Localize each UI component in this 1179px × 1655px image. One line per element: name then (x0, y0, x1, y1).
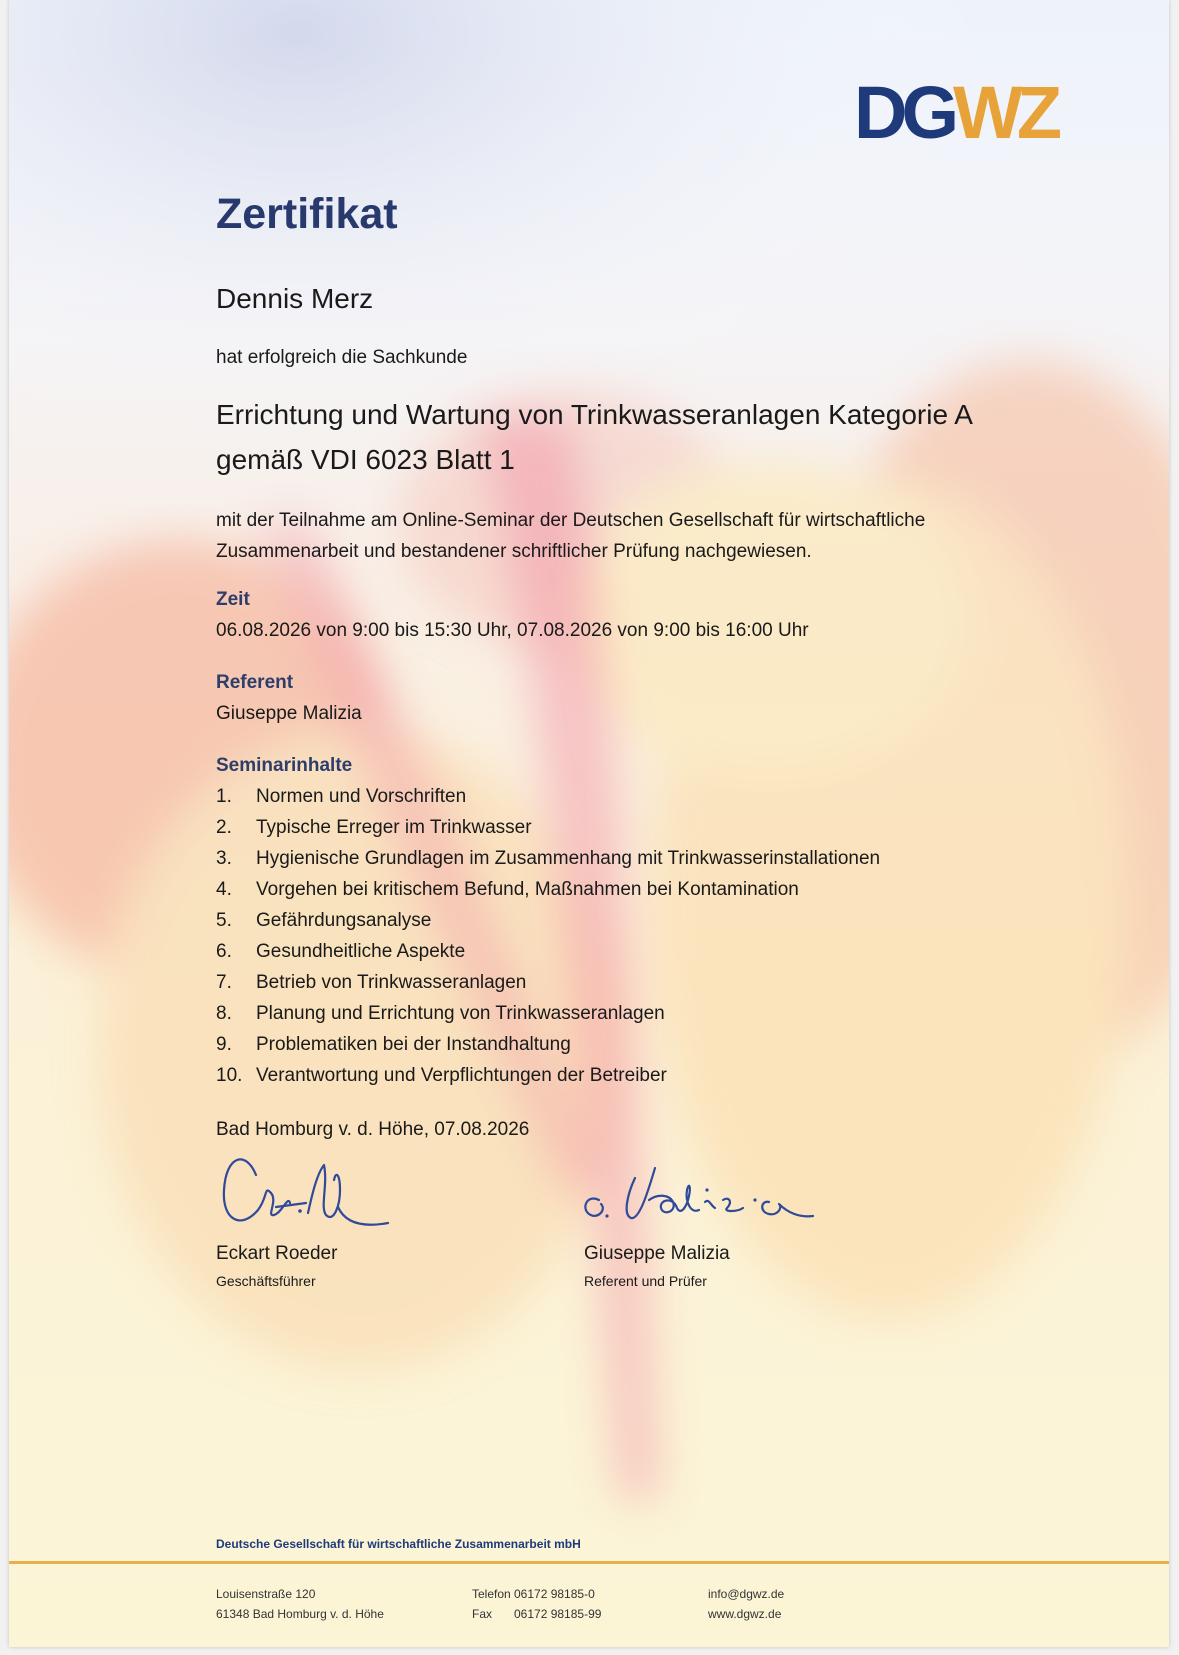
list-item (216, 936, 880, 967)
list-item-text: Verantwortung und Verpflichtungen der Betreiber (256, 1065, 667, 1086)
list-item-number: 3. (216, 848, 232, 869)
contents-list (216, 781, 880, 1091)
list-item (216, 1060, 880, 1091)
list-item (216, 812, 880, 843)
list-item (216, 1029, 880, 1060)
signature-role-1: Geschäftsführer (216, 1273, 316, 1289)
contents-label: Seminarinhalte (216, 755, 353, 776)
footer-company-name: Deutsche Gesellschaft für wirtschaftliche Zusammenarbeit mbH (216, 1537, 581, 1551)
dgwz-logo (854, 71, 1057, 154)
speaker-label: Referent (216, 672, 294, 693)
footer-address-street: Louisenstraße 120 (216, 1587, 316, 1601)
footer-online (708, 1584, 784, 1624)
list-item-number: 9. (216, 1034, 232, 1055)
signature-role-2: Referent und Prüfer (584, 1273, 707, 1289)
list-item-text: Gesundheitliche Aspekte (256, 941, 466, 962)
footer-phone-label: Telefon (472, 1587, 511, 1601)
time-value: 06.08.2026 von 9:00 bis 15:30 Uhr, 07.08.2026 von 9:00 bis 16:00 Uhr (216, 620, 809, 641)
footer-phone: 06172 98185-0 (514, 1587, 595, 1601)
list-item (216, 998, 880, 1029)
intro-text: hat erfolgreich die Sachkunde (216, 347, 468, 368)
certificate-page (9, 0, 1169, 1647)
footer-fax: 06172 98185-99 (514, 1607, 602, 1621)
paragraph-line-1: mit der Teilnahme am Online-Seminar der Deutschen Gesellschaft für wirtschaftliche (216, 510, 926, 531)
list-item-text: Betrieb von Trinkwasseranlagen (256, 972, 527, 993)
paragraph-line-2: Zusammenarbeit und bestandener schriftlicher Prüfung nachgewiesen. (216, 541, 812, 562)
list-item (216, 843, 880, 874)
footer-contact-labels (472, 1584, 511, 1624)
signature-eckart-roeder (216, 1145, 391, 1235)
time-label: Zeit (216, 589, 250, 610)
list-item-text: Gefährdungsanalyse (256, 910, 432, 931)
list-item-number: 6. (216, 941, 232, 962)
list-item-number: 2. (216, 817, 232, 838)
footer-contact-values (514, 1584, 601, 1624)
list-item (216, 967, 880, 998)
list-item-text: Normen und Vorschriften (256, 786, 467, 807)
course-title-line-2: gemäß VDI 6023 Blatt 1 (216, 444, 515, 475)
signature-name-1: Eckart Roeder (216, 1243, 338, 1264)
place-date: Bad Homburg v. d. Höhe, 07.08.2026 (216, 1119, 530, 1140)
list-item-number: 4. (216, 879, 232, 900)
list-item-number: 5. (216, 910, 232, 931)
list-item (216, 874, 880, 905)
course-title (216, 392, 1116, 482)
signature-name-2: Giuseppe Malizia (584, 1243, 730, 1264)
completion-paragraph (216, 505, 1116, 567)
logo-text-wz: WZ (953, 71, 1057, 154)
list-item-text: Hygienische Grundlagen im Zusammenhang mit Trinkwasserinstallationen (256, 848, 881, 869)
footer-email-link[interactable]: info@dgwz.de (708, 1587, 785, 1601)
list-item-number: 8. (216, 1003, 232, 1024)
list-item-text: Typische Erreger im Trinkwasser (256, 817, 532, 838)
footer-address-city: 61348 Bad Homburg v. d. Höhe (216, 1607, 384, 1621)
footer-web-link[interactable]: www.dgwz.de (708, 1607, 782, 1621)
list-item-number: 1. (216, 786, 232, 807)
footer-fax-label: Fax (472, 1607, 493, 1621)
list-item-text: Planung und Errichtung von Trinkwasseranlagen (256, 1003, 665, 1024)
course-title-line-1: Errichtung und Wartung von Trinkwasseranlagen Kategorie A (216, 399, 973, 430)
certificate-title: Zertifikat (216, 190, 398, 238)
footer-rule (9, 1561, 1169, 1564)
footer-address (216, 1584, 384, 1624)
list-item (216, 781, 880, 812)
logo-text-dg: DG (854, 71, 953, 154)
speaker-value: Giuseppe Malizia (216, 703, 362, 724)
list-item-number: 7. (216, 972, 232, 993)
signature-giuseppe-malizia (577, 1150, 817, 1235)
list-item-text: Vorgehen bei kritischem Befund, Maßnahmen bei Kontamination (256, 879, 799, 900)
list-item (216, 905, 880, 936)
list-item-number: 10. (216, 1065, 243, 1086)
list-item-text: Problematiken bei der Instandhaltung (256, 1034, 571, 1055)
recipient-name: Dennis Merz (216, 283, 374, 314)
